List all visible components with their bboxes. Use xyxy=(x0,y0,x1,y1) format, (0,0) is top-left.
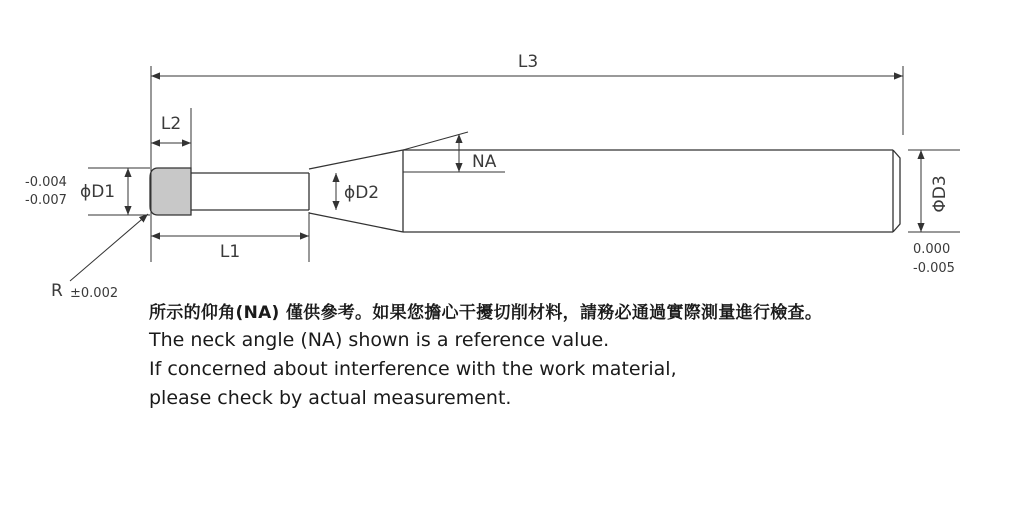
note-line-3: please check by actual measurement. xyxy=(149,387,512,409)
d1-tol-lower: -0.007 xyxy=(25,193,67,208)
d2-label: ϕD2 xyxy=(344,183,380,203)
d1-tol-upper: -0.004 xyxy=(25,175,67,190)
note-line-1: The neck angle (NA) shown is a reference value. xyxy=(149,329,610,351)
tool-outline xyxy=(150,150,900,232)
l2-label: L2 xyxy=(160,114,182,134)
shank-end-chamfer xyxy=(893,150,900,232)
r-tol: ±0.002 xyxy=(70,286,119,301)
taper-top-edge xyxy=(309,150,403,169)
r-leader-line xyxy=(70,214,148,281)
l3-label: L3 xyxy=(517,52,539,72)
na-angle-ray xyxy=(403,132,468,150)
na-label: NA xyxy=(472,152,497,172)
note-line-2: If concerned about interference with the work material, xyxy=(149,358,677,380)
taper-bottom-edge xyxy=(309,213,403,232)
d1-label: ϕD1 xyxy=(80,182,116,202)
d3-label: ΦD3 xyxy=(930,175,950,213)
notes-block xyxy=(149,300,822,413)
d3-tol-lower: -0.005 xyxy=(913,261,955,276)
d3-tol-upper: 0.000 xyxy=(913,242,951,257)
cutting-head xyxy=(150,168,191,215)
l1-label: L1 xyxy=(219,242,241,262)
r-label: R xyxy=(51,281,63,301)
note-chinese: 所示的仰角(NA) 僅供參考。如果您擔心干擾切削材料，請務必通過實際測量進行檢查。 xyxy=(149,303,823,323)
